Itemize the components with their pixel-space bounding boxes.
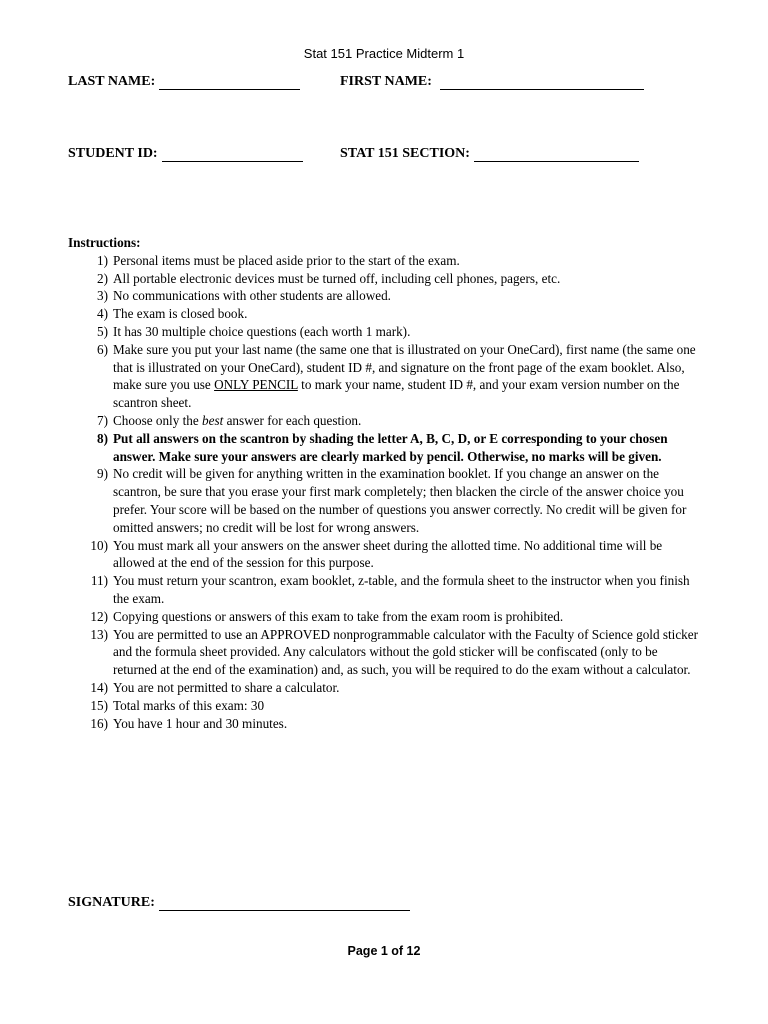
instruction-number: 16) bbox=[90, 715, 108, 731]
signature-label: SIGNATURE: bbox=[68, 895, 155, 910]
instruction-text: No communications with other students are allowed. bbox=[113, 288, 391, 304]
instructions-heading: Instructions: bbox=[68, 235, 141, 250]
instruction-number: 12) bbox=[90, 608, 108, 624]
instruction-text: All portable electronic devices must be turned off, including cell phones, pagers, etc. bbox=[113, 270, 561, 286]
instruction-text: Put all answers on the scantron by shading the letter A, B, C, D, or E corresponding to your chosen answer. Make sure your answers are clearly marked by pencil. Otherwise, no marks will be given. bbox=[113, 430, 668, 464]
instruction-text-underlined: ONLY PENCIL bbox=[214, 377, 298, 393]
last-name-field[interactable] bbox=[68, 74, 300, 90]
instruction-item bbox=[68, 252, 698, 270]
instruction-text: Personal items must be placed aside prior to the start of the exam. bbox=[113, 252, 460, 268]
instruction-number: 10) bbox=[90, 537, 108, 553]
instruction-text: to mark your name, student ID #, and your exam version number on the scantron sheet. bbox=[113, 377, 680, 411]
instruction-text: You are not permitted to share a calculator. bbox=[113, 679, 340, 695]
first-name-label: FIRST NAME: bbox=[340, 74, 432, 89]
instruction-number: 8) bbox=[97, 430, 108, 446]
instruction-item bbox=[68, 465, 698, 536]
instruction-text: It has 30 multiple choice questions (each worth 1 mark). bbox=[113, 323, 411, 339]
instruction-item bbox=[68, 715, 698, 733]
instruction-item bbox=[68, 341, 698, 412]
student-id-field[interactable] bbox=[68, 146, 303, 162]
instruction-item bbox=[68, 537, 698, 573]
instruction-text: No credit will be given for anything written in the examination booklet. If you change an answer on the scantron, be sure that you erase your first mark completely; then blacken the circle of the answer choice you prefer. Your score will be based on the number of questions you answer correctly. No credit will be given for omitted answers; no credit will be lost for wrong answers. bbox=[113, 466, 687, 535]
section-label: STAT 151 SECTION: bbox=[340, 146, 470, 161]
student-id-label: STUDENT ID: bbox=[68, 146, 158, 161]
instruction-number: 9) bbox=[97, 466, 108, 482]
instruction-item bbox=[68, 412, 698, 430]
instruction-number: 3) bbox=[97, 288, 108, 304]
first-name-blank[interactable] bbox=[440, 77, 644, 90]
instruction-number: 7) bbox=[97, 412, 108, 428]
instruction-text: You are permitted to use an APPROVED nonprogrammable calculator with the Faculty of Science gold sticker and the formula sheet provided. Any calculators without the gold sticker will be confiscated (only to be returned at the end of the examination) and, as such, you will be required to do the exam without a calculator. bbox=[113, 626, 699, 678]
instruction-number: 1) bbox=[97, 252, 108, 268]
section-field[interactable] bbox=[340, 146, 639, 162]
first-name-field[interactable] bbox=[340, 74, 644, 90]
instruction-item bbox=[68, 305, 698, 323]
instruction-item bbox=[68, 679, 698, 697]
instruction-number: 2) bbox=[97, 270, 108, 286]
instruction-item bbox=[68, 430, 698, 466]
instructions-list bbox=[68, 252, 698, 733]
instruction-item bbox=[68, 287, 698, 305]
instruction-item bbox=[68, 626, 698, 679]
instruction-number: 11) bbox=[90, 573, 108, 589]
instruction-item bbox=[68, 697, 698, 715]
instruction-number: 4) bbox=[97, 306, 108, 322]
instruction-item bbox=[68, 608, 698, 626]
instruction-text: You must return your scantron, exam booklet, z-table, and the formula sheet to the instructor when you finish the exam. bbox=[113, 573, 690, 606]
instruction-text: You must mark all your answers on the answer sheet during the allotted time. No additional time will be allowed at the end of the session for this purpose. bbox=[113, 537, 663, 571]
page-title: Stat 151 Practice Midterm 1 bbox=[303, 46, 465, 61]
instruction-text: You have 1 hour and 30 minutes. bbox=[113, 715, 288, 731]
instruction-number: 13) bbox=[90, 626, 108, 642]
instruction-item bbox=[68, 323, 698, 341]
instruction-text: Total marks of this exam: 30 bbox=[113, 697, 265, 713]
instruction-text: The exam is closed book. bbox=[113, 306, 248, 322]
instructions-section bbox=[68, 234, 698, 732]
instruction-text: answer for each question. bbox=[223, 412, 362, 428]
instruction-text: Choose only the bbox=[113, 412, 203, 428]
instruction-number: 15) bbox=[90, 697, 108, 713]
last-name-label: LAST NAME: bbox=[68, 74, 156, 89]
instruction-number: 5) bbox=[97, 323, 108, 339]
instruction-text-italic: best bbox=[202, 412, 224, 428]
last-name-blank[interactable] bbox=[159, 77, 300, 90]
student-id-blank[interactable] bbox=[162, 149, 303, 162]
page-number: Page 1 of 12 bbox=[347, 944, 421, 958]
instruction-item bbox=[68, 572, 698, 608]
instruction-number: 14) bbox=[90, 679, 108, 695]
section-blank[interactable] bbox=[474, 149, 639, 162]
instruction-text: Copying questions or answers of this exam to take from the exam room is prohibited. bbox=[113, 608, 564, 624]
signature-blank[interactable] bbox=[159, 898, 410, 911]
signature-field[interactable] bbox=[68, 895, 410, 911]
instruction-number: 6) bbox=[97, 341, 108, 357]
instruction-item bbox=[68, 270, 698, 288]
instruction-text: Make sure you put your last name (the same one that is illustrated on your OneCard), first name (the same one that is illustrated on your OneCard), student ID #, and signature on the front page of the exam booklet. Also, make sure you use bbox=[113, 341, 696, 393]
